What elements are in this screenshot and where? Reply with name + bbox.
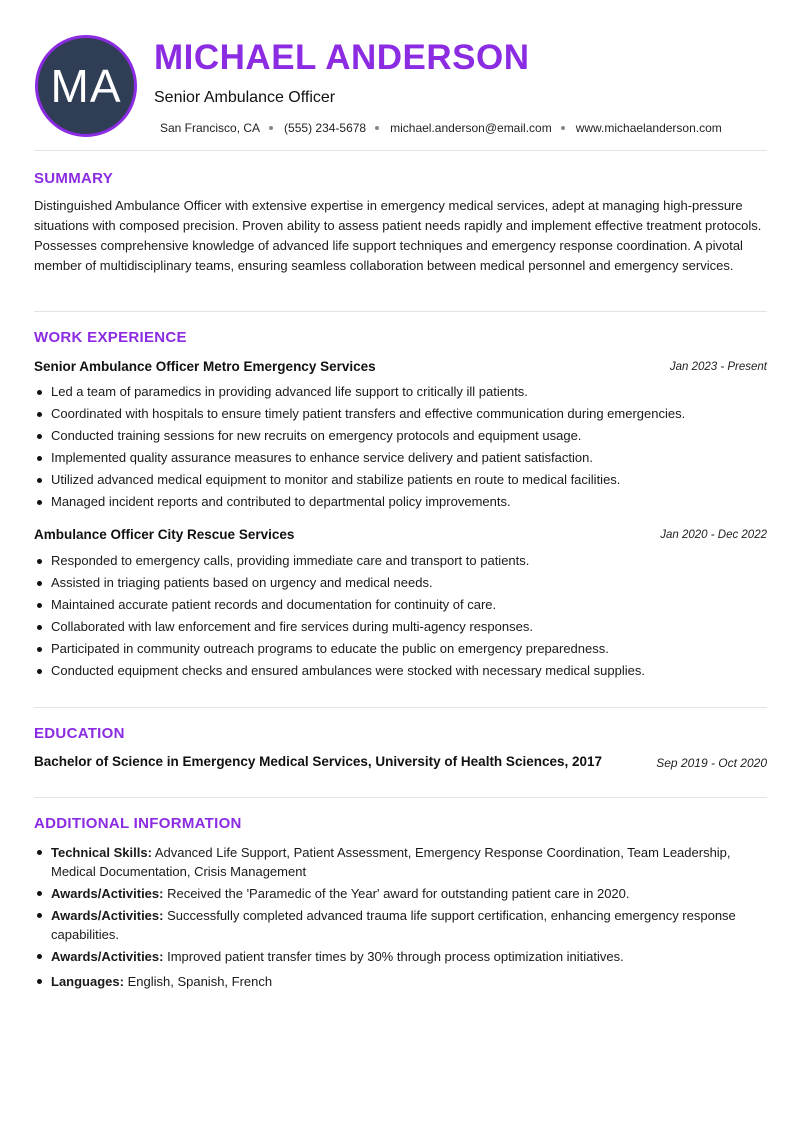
item-text: Successfully completed advanced trauma life support certification, enhancing emergency response capabilities.: [51, 908, 736, 942]
item-label: Technical Skills:: [51, 845, 152, 860]
list-item: [34, 972, 769, 991]
job-dates: Jan 2023 - Present: [669, 361, 767, 373]
list-item: [34, 947, 769, 966]
contact-phone: (555) 234-5678: [284, 121, 367, 135]
list-item: Led a team of paramedics in providing advanced life support to critically ill patients.: [34, 384, 769, 400]
item-label: Languages:: [51, 974, 124, 989]
job-heading: Senior Ambulance Officer Metro Emergency Services: [34, 359, 376, 374]
divider: [34, 311, 767, 312]
item-text: Advanced Life Support, Patient Assessment, Emergency Response Coordination, Team Leadership, Medical Documentation, Crisis Management: [51, 845, 731, 879]
job-heading: Ambulance Officer City Rescue Services: [34, 527, 295, 542]
list-item: Implemented quality assurance measures to enhance service delivery and patient satisfaction.: [34, 450, 769, 466]
separator-dot: [269, 126, 273, 130]
item-text: Improved patient transfer times by 30% through process optimization initiatives.: [163, 949, 624, 964]
contact-line: [160, 121, 722, 135]
list-item: Conducted equipment checks and ensured ambulances were stocked with necessary medical supplies.: [34, 663, 769, 679]
summary-text: Distinguished Ambulance Officer with extensive expertise in emergency medical services, adept at managing high-pressure situations with composed precision. Proven ability to assess patient needs rapidly and implement effective treatment protocols. Possesses comprehensive knowledge of advanced life support techniques and emergency response coordination. A pivotal member of multidisciplinary teams, ensuring seamless collaboration between medical personnel and emergency services.: [34, 198, 762, 273]
list-item: [34, 884, 769, 903]
list-item: Conducted training sessions for new recruits on emergency protocols and equipment usage.: [34, 428, 769, 444]
candidate-role: Senior Ambulance Officer: [154, 89, 336, 106]
candidate-name: MICHAEL ANDERSON: [154, 38, 530, 77]
item-text: Received the 'Paramedic of the Year' award for outstanding patient care in 2020.: [163, 886, 630, 901]
job-bullets: [34, 553, 769, 685]
list-item: Utilized advanced medical equipment to monitor and stabilize patients en route to medical facilities.: [34, 472, 769, 488]
list-item: Assisted in triaging patients based on urgency and medical needs.: [34, 575, 769, 591]
separator-dot: [375, 126, 379, 130]
item-label: Awards/Activities:: [51, 886, 164, 901]
separator-dot: [561, 126, 565, 130]
item-label: Awards/Activities:: [51, 949, 164, 964]
contact-location: San Francisco, CA: [160, 121, 261, 135]
education-dates: Sep 2019 - Oct 2020: [656, 756, 767, 770]
list-item: Coordinated with hospitals to ensure timely patient transfers and effective communication during emergencies.: [34, 406, 769, 422]
list-item: Participated in community outreach programs to educate the public on emergency preparedness.: [34, 641, 769, 657]
education-heading: EDUCATION: [34, 725, 125, 742]
additional-list: [34, 843, 769, 994]
list-item: [34, 906, 769, 944]
degree: Bachelor of Science in Emergency Medical Services, University of Health Sciences, 2017: [34, 754, 603, 769]
list-item: [34, 843, 769, 881]
divider: [34, 707, 767, 708]
job-dates: Jan 2020 - Dec 2022: [660, 529, 767, 541]
job-bullets: [34, 384, 769, 516]
avatar: [35, 35, 137, 137]
divider: [34, 797, 767, 798]
item-label: Awards/Activities:: [51, 908, 164, 923]
resume-header: [0, 0, 800, 150]
avatar-initials: MA: [50, 60, 122, 112]
list-item: Responded to emergency calls, providing immediate care and transport to patients.: [34, 553, 769, 569]
item-text: English, Spanish, French: [123, 974, 273, 989]
contact-website[interactable]: www.michaelanderson.com: [575, 121, 722, 135]
list-item: Collaborated with law enforcement and fire services during multi-agency responses.: [34, 619, 769, 635]
experience-heading: WORK EXPERIENCE: [34, 329, 187, 346]
additional-heading: ADDITIONAL INFORMATION: [34, 815, 242, 832]
list-item: Maintained accurate patient records and documentation for continuity of care.: [34, 597, 769, 613]
list-item: Managed incident reports and contributed to departmental policy improvements.: [34, 494, 769, 510]
summary-heading: SUMMARY: [34, 170, 114, 187]
contact-email[interactable]: michael.anderson@email.com: [390, 121, 552, 135]
divider: [34, 150, 767, 151]
